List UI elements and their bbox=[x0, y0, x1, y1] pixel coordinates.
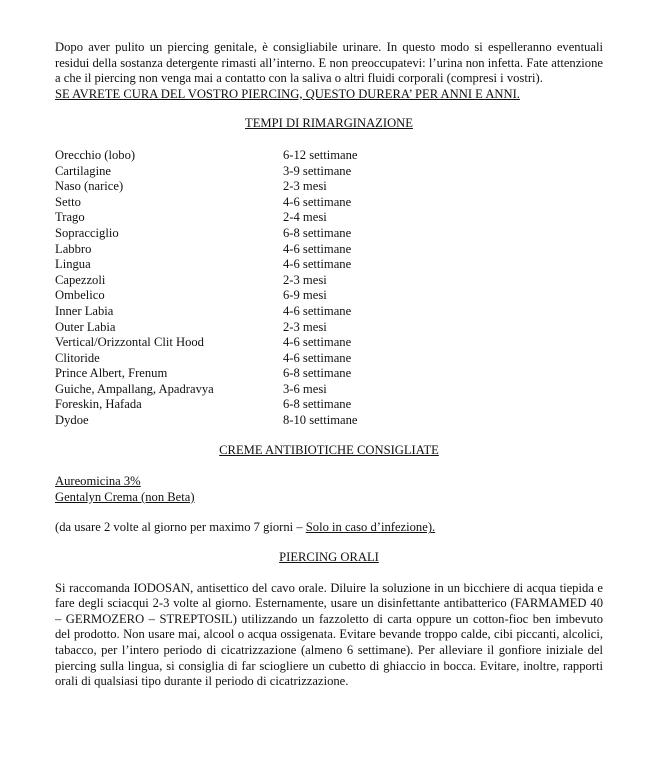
healing-row bbox=[55, 164, 603, 180]
healing-row bbox=[55, 351, 603, 367]
piercing-location: Capezzoli bbox=[55, 272, 106, 287]
piercing-location: Trago bbox=[55, 210, 85, 225]
piercing-location: Inner Labia bbox=[55, 303, 114, 318]
healing-duration: 4-6 settimane bbox=[283, 241, 352, 256]
cream-item: Gentalyn Crema (non Beta) bbox=[55, 489, 195, 504]
healing-duration: 6-8 settimane bbox=[283, 225, 352, 240]
usage-infection-only: Solo in caso d’infezione). bbox=[305, 520, 436, 535]
healing-row bbox=[55, 226, 603, 242]
usage-prefix: (da usare 2 volte al giorno per maximo 7 giorni – bbox=[55, 520, 306, 535]
healing-duration: 8-10 settimane bbox=[283, 413, 358, 428]
piercing-location: Setto bbox=[55, 194, 81, 209]
healing-row bbox=[55, 257, 603, 273]
healing-row bbox=[55, 210, 603, 226]
piercing-location: Ombelico bbox=[55, 288, 105, 303]
healing-duration: 6-9 mesi bbox=[283, 288, 327, 303]
healing-duration: 4-6 settimane bbox=[283, 350, 352, 365]
healing-duration: 6-12 settimane bbox=[283, 147, 358, 162]
care-motto: SE AVRETE CURA DEL VOSTRO PIERCING, QUESTO DURERA’ PER ANNI E ANNI. bbox=[55, 86, 520, 101]
oral-piercing-heading: PIERCING ORALI bbox=[279, 550, 379, 565]
healing-row bbox=[55, 195, 603, 211]
piercing-location: Orecchio (lobo) bbox=[55, 147, 136, 162]
cream-usage-note bbox=[55, 520, 603, 536]
healing-duration: 6-8 settimane bbox=[283, 366, 352, 381]
healing-duration: 4-6 settimane bbox=[283, 303, 352, 318]
piercing-location: Outer Labia bbox=[55, 319, 116, 334]
healing-duration: 2-3 mesi bbox=[283, 179, 327, 194]
piercing-location: Lingua bbox=[55, 257, 91, 272]
piercing-location: Prince Albert, Frenum bbox=[55, 366, 168, 381]
oral-piercing-text: Si raccomanda IODOSAN, antisettico del cavo orale. Diluire la soluzione in un bicchiere di acqua tiepida e fare degli sciacqui 2-3 volte al giorno. Esternamente, usare un disinfettante antibatterico (FARMAMED 40 – GERMOZERO – STREPTOSIL) utilizzando un fazzoletto di carta oppure un cotton-fioc ben imbevuto del prodotto. Non usare mai, alcool o acqua ossigenata. Evitare bevande troppo calde, cibi piccanti, alcolici, tabacco, per l’intero periodo di cicatrizzazione (almeno 6 settimane). Per alleviare il gonfiore iniziale del piercing sulla lingua, si consiglia di far sciogliere un cubetto di ghiaccio in bocca. Evitare, inoltre, rapporti orali di qualsiasi tipo durante il periodo di cicatrizzazione. bbox=[55, 580, 603, 689]
piercing-location: Clitoride bbox=[55, 350, 100, 365]
healing-duration: 3-6 mesi bbox=[283, 381, 327, 396]
healing-times-heading: TEMPI DI RIMARGINAZIONE bbox=[245, 116, 413, 131]
healing-row bbox=[55, 179, 603, 195]
healing-times-table bbox=[55, 148, 603, 429]
healing-duration: 4-6 settimane bbox=[283, 257, 352, 272]
piercing-location: Naso (narice) bbox=[55, 179, 124, 194]
healing-row bbox=[55, 304, 603, 320]
healing-duration: 2-3 mesi bbox=[283, 272, 327, 287]
document-page bbox=[55, 40, 603, 690]
healing-duration: 2-4 mesi bbox=[283, 210, 327, 225]
healing-row bbox=[55, 335, 603, 351]
healing-row bbox=[55, 382, 603, 398]
piercing-location: Cartilagine bbox=[55, 163, 111, 178]
healing-duration: 6-8 settimane bbox=[283, 397, 352, 412]
piercing-location: Labbro bbox=[55, 241, 92, 256]
piercing-location: Guiche, Ampallang, Apadravya bbox=[55, 381, 214, 396]
healing-row bbox=[55, 242, 603, 258]
healing-row bbox=[55, 366, 603, 382]
healing-duration: 3-9 settimane bbox=[283, 163, 352, 178]
healing-row bbox=[55, 320, 603, 336]
creams-heading: CREME ANTIBIOTICHE CONSIGLIATE bbox=[219, 442, 439, 457]
healing-duration: 2-3 mesi bbox=[283, 319, 327, 334]
healing-row bbox=[55, 413, 603, 429]
healing-row bbox=[55, 148, 603, 164]
healing-duration: 4-6 settimane bbox=[283, 194, 352, 209]
healing-row bbox=[55, 397, 603, 413]
healing-row bbox=[55, 273, 603, 289]
piercing-location: Dydoe bbox=[55, 413, 89, 428]
piercing-location: Foreskin, Hafada bbox=[55, 397, 142, 412]
intro-paragraph: Dopo aver pulito un piercing genitale, è consigliabile urinare. In questo modo si espelleranno eventuali residui della sostanza detergente rimasti all’interno. E non preoccupatevi: l’urina non infetta. Fate attenzione a che il piercing non venga mai a contatto con la saliva o altri fluidi corporali (compresi i vostri). bbox=[55, 40, 603, 86]
piercing-location: Sopracciglio bbox=[55, 225, 119, 240]
healing-duration: 4-6 settimane bbox=[283, 335, 352, 350]
cream-item: Aureomicina 3% bbox=[55, 474, 141, 489]
healing-row bbox=[55, 288, 603, 304]
piercing-location: Vertical/Orizzontal Clit Hood bbox=[55, 335, 204, 350]
